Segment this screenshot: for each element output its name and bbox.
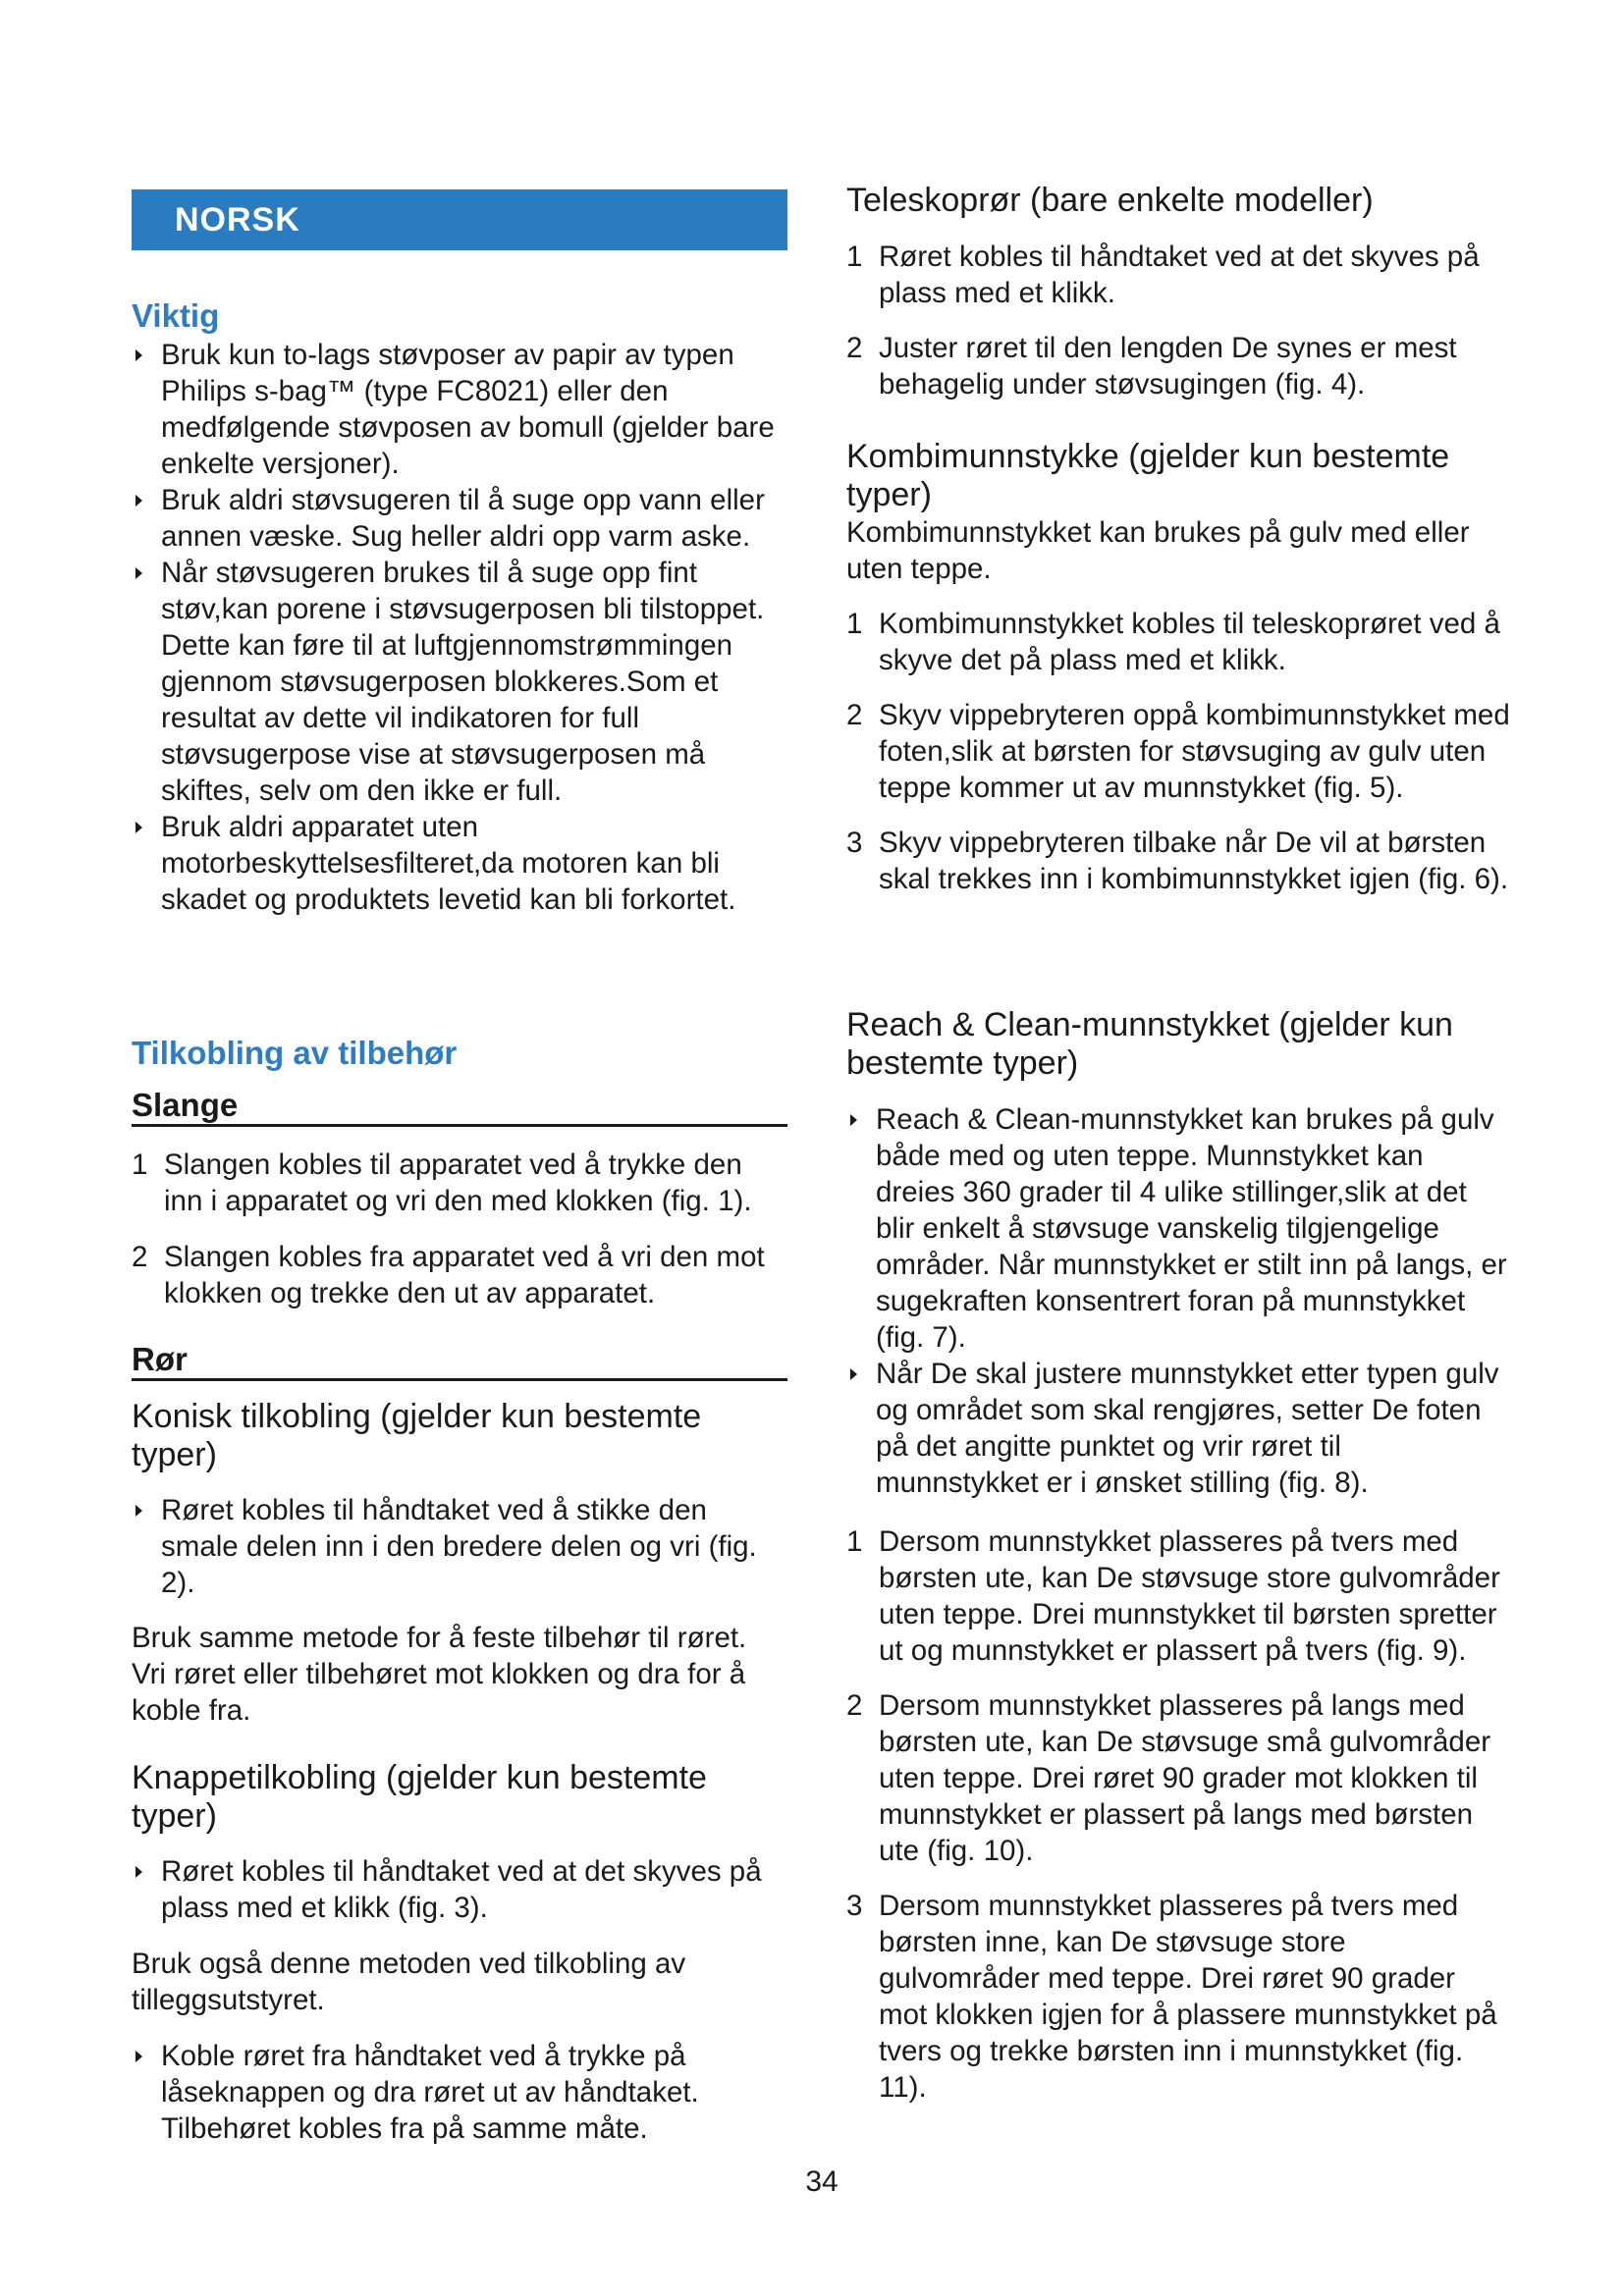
list-item: 1 Kombimunnstykket kobles til teleskoprøret ved å skyve det på plass med et klikk. bbox=[846, 608, 1500, 676]
list-item: 2 Slangen kobles fra apparatet ved å vri den mot klokken og trekke den ut av apparatet. bbox=[132, 1241, 765, 1309]
list-item: Røret kobles til håndtaket ved at det skyves på plass med et klikk (fig. 3). bbox=[132, 1853, 787, 1926]
teleskop-steps bbox=[846, 239, 1510, 402]
bullet-arrow-icon bbox=[135, 349, 142, 361]
list-item: Bruk kun to-lags støvposer av papir av typen Philips s-bag™ (type FC8021) eller den medfølgende støvposen av bomull (gjelder bare enkelte versjoner). bbox=[132, 337, 787, 482]
list-item: 1 Dersom munnstykket plasseres på tvers med børsten ute, kan De støvsuge store gulvområder uten teppe. Drei munnstykket til børsten spretter ut og munnstykket er plassert på tvers (fig. 9). bbox=[846, 1525, 1500, 1667]
language-label: NORSK bbox=[175, 201, 300, 239]
knappe-list-2 bbox=[132, 2038, 787, 2147]
konisk-list bbox=[132, 1492, 787, 1601]
knappe-note: Bruk også denne metoden ved tilkobling av tilleggsutstyret. bbox=[132, 1948, 686, 2016]
viktig-heading: Viktig bbox=[132, 297, 220, 334]
list-item: 1 Røret kobles til håndtaket ved at det skyves på plass med et klikk. bbox=[846, 240, 1480, 309]
bullet-arrow-icon bbox=[850, 1368, 857, 1380]
konisk-heading: Konisk tilkobling (gjelder kun bestemte typer) bbox=[132, 1398, 702, 1473]
slange-heading: Slange bbox=[132, 1087, 787, 1127]
list-item: 2 Skyv vippebryteren oppå kombimunnstykket med foten,slik at børsten for støvsuging av gulv uten teppe kommer ut av munnstykket (fig. 5). bbox=[846, 699, 1510, 804]
list-item: 3 Dersom munnstykket plasseres på tvers med børsten inne, kan De støvsuge store gulvområder med teppe. Drei røret 90 grader mot klokken igjen for å plassere munnstykket på tvers og trekke børsten inn i munnstykket (fig. 11). bbox=[846, 1890, 1497, 2104]
bullet-arrow-icon bbox=[135, 2051, 142, 2062]
bullet-arrow-icon bbox=[135, 1866, 142, 1878]
bullet-arrow-icon bbox=[135, 1505, 142, 1517]
list-item: 1 Slangen kobles til apparatet ved å trykke den inn i apparatet og vri den med klokken (fig. 1). bbox=[132, 1148, 752, 1217]
kombi-steps bbox=[846, 606, 1510, 897]
list-item: 2 Juster røret til den lengden De synes er mest behagelig under støvsugingen (fig. 4). bbox=[846, 332, 1457, 400]
bullet-arrow-icon bbox=[135, 495, 142, 507]
bullet-arrow-icon bbox=[135, 567, 142, 579]
kombi-intro: Kombimunnstykket kan brukes på gulv med eller uten teppe. bbox=[846, 516, 1470, 585]
tilkobling-heading: Tilkobling av tilbehør bbox=[132, 1035, 458, 1071]
list-item: Røret kobles til håndtaket ved å stikke den smale delen inn i den bredere delen og vri (fig. 2). bbox=[132, 1492, 787, 1601]
knappe-heading: Knappetilkobling (gjelder kun bestemte typer) bbox=[132, 1759, 707, 1835]
list-item: Koble røret fra håndtaket ved å trykke på låseknappen og dra røret ut av håndtaket. Tilbehøret kobles fra på samme måte. bbox=[132, 2038, 787, 2147]
teleskop-heading: Teleskoprør (bare enkelte modeller) bbox=[846, 182, 1374, 219]
reach-list bbox=[846, 1101, 1510, 1501]
konisk-note: Bruk samme metode for å feste tilbehør til røret. Vri røret eller tilbehøret mot klokken og dra for å koble fra. bbox=[132, 1622, 747, 1727]
list-item: Når De skal justere munnstykket etter typen gulv og området som skal rengjøres, setter De foten på det angitte punktet og vrir røret til munnstykket er i ønsket stilling (fig. 8). bbox=[846, 1356, 1510, 1501]
bullet-arrow-icon bbox=[850, 1114, 857, 1126]
viktig-list bbox=[132, 337, 787, 918]
bullet-arrow-icon bbox=[135, 822, 142, 833]
slange-steps bbox=[132, 1147, 787, 1311]
knappe-list bbox=[132, 1853, 787, 1926]
list-item: Bruk aldri apparatet uten motorbeskyttelsesfilteret,da motoren kan bli skadet og produktets levetid kan bli forkortet. bbox=[132, 809, 787, 918]
list-item: Bruk aldri støvsugeren til å suge opp vann eller annen væske. Sug heller aldri opp varm aske. bbox=[132, 482, 787, 555]
list-item: Når støvsugeren brukes til å suge opp fint støv,kan porene i støvsugerposen bli tilstoppet. Dette kan føre til at luftgjennomstrømmingen gjennom støvsugerposen blokkeres.Som et resultat av dette vil indikatoren for full støvsugerpose vise at støvsugerposen må skiftes, selv om den ikke er full. bbox=[132, 555, 787, 809]
list-item: 2 Dersom munnstykket plasseres på langs med børsten ute, kan De støvsuge små gulvområder uten teppe. Drei røret 90 grader mot klokken til munnstykket er plassert på langs med børsten ute (fig. 10). bbox=[846, 1689, 1491, 1867]
kombi-heading: Kombimunnstykke (gjelder kun bestemte typer) bbox=[846, 438, 1450, 513]
reach-steps bbox=[846, 1523, 1510, 2106]
ror-heading: Rør bbox=[132, 1341, 787, 1381]
list-item: Reach & Clean-munnstykket kan brukes på gulv både med og uten teppe. Munnstykket kan dreies 360 grader til 4 ulike stillinger,slik at det blir enkelt å støvsuge vanskelig tilgjengelige områder. Når munnstykket er stilt inn på langs, er sugekraften konsentrert foran på munnstykket (fig. 7). bbox=[846, 1101, 1510, 1356]
page-number: 34 bbox=[805, 2165, 839, 2198]
reach-heading: Reach & Clean-munnstykket (gjelder kun bestemte typer) bbox=[846, 1006, 1453, 1082]
list-item: 3 Skyv vippebryteren tilbake når De vil at børsten skal trekkes inn i kombimunnstykket igjen (fig. 6). bbox=[846, 827, 1509, 895]
language-header-band bbox=[132, 189, 787, 250]
